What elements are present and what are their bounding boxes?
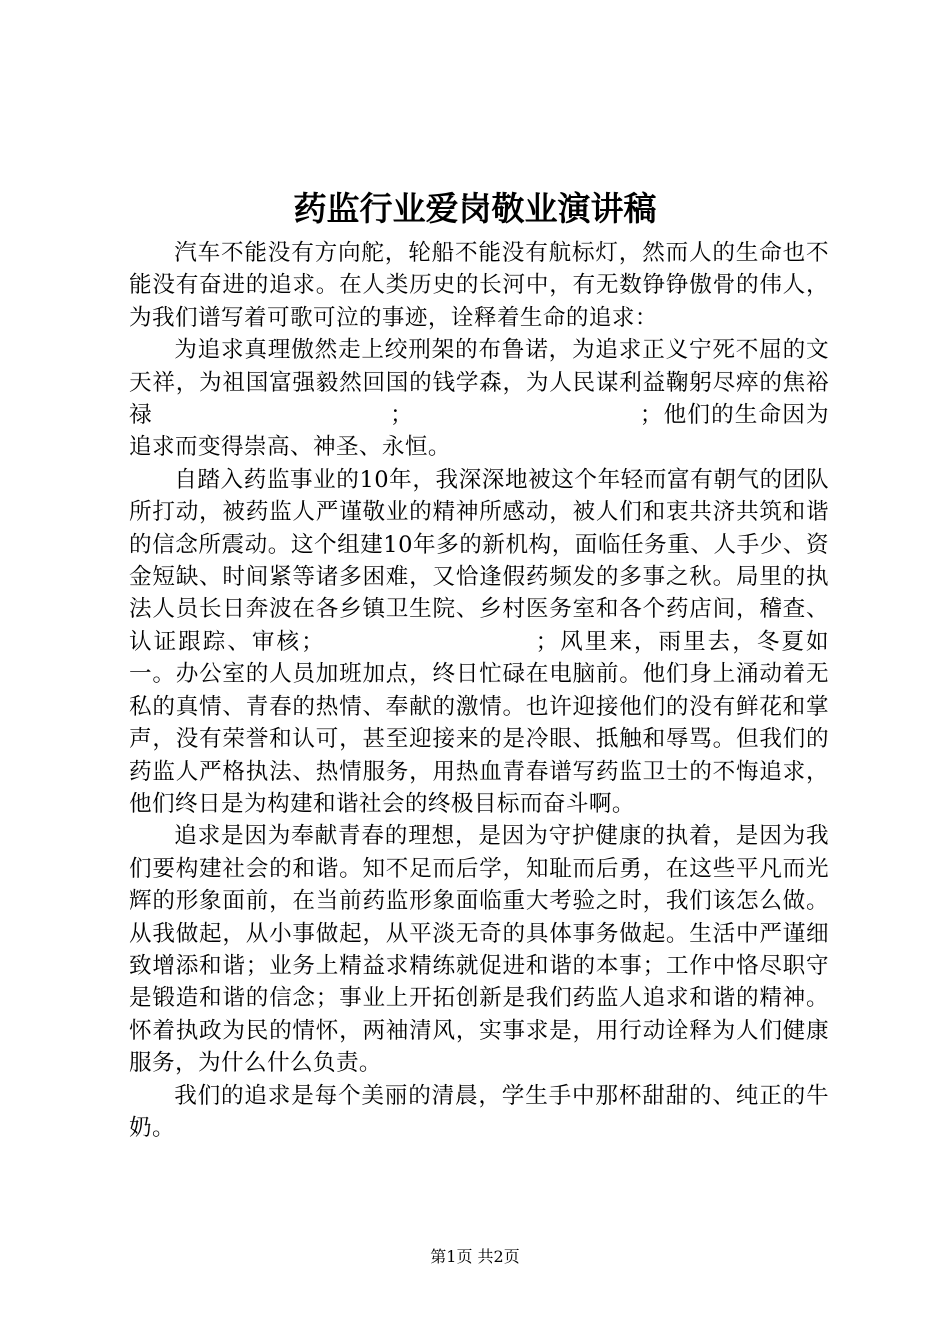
paragraph-2: 为追求真理傲然走上绞刑架的布鲁诺，为追求正义宁死不屈的文天祥，为祖国富强毅然回国的钱学森，为人民谋利益鞠躬尽瘁的焦裕禄 ； ；他们的生命因为追求而变得崇高、神圣、永恒。 bbox=[129, 337, 829, 461]
paragraph-5: 我们的追求是每个美丽的清晨，学生手中那杯甜甜的、纯正的牛奶。 bbox=[129, 1082, 829, 1141]
document-title: 药监行业爱岗敬业演讲稿 bbox=[293, 189, 657, 228]
page-footer: 第1页 共2页 bbox=[430, 1247, 520, 1266]
paragraph-4: 追求是因为奉献青春的理想，是因为守护健康的执着，是因为我们要构建社会的和谐。知不足而后学，知耻而后勇，在这些平凡而光辉的形象面前，在当前药监形象面临重大考验之时，我们该怎么做。从我做起，从小事做起，从平淡无奇的具体事务做起。生活中严谨细致增添和谐；业务上精益求精练就促进和谐的本事；工作中恪尽职守是锻造和谐的信念；事业上开拓创新是我们药监人追求和谐的精神。怀着执政为民的情怀，两袖清风，实事求是，用行动诠释为人们健康服务，为什么什么负责。 bbox=[129, 823, 829, 1077]
paragraph-3: 自踏入药监事业的10年，我深深地被这个年轻而富有朝气的团队所打动，被药监人严谨敬业的精神所感动，被人们和衷共济共筑和谐的信念所震动。这个组建10年多的新机构，面临任务重、人手少、资金短缺、时间紧等诸多困难，又恰逢假药频发的多事之秋。局里的执法人员长日奔波在各乡镇卫生院、乡村医务室和各个药店间，稽查、认证跟踪、审核； ；风里来，雨里去，冬夏如一。办公室的人员加班加点，终日忙碌在电脑前。他们身上涌动着无私的真情、青春的热情、奉献的激情。也许迎接他们的没有鲜花和掌声，没有荣誉和认可，甚至迎接来的是冷眼、抵触和辱骂。但我们的药监人严格执法、热情服务，用热血青春谱写药监卫士的不悔追求，他们终日是为构建和谐社会的终极目标而奋斗啊。 bbox=[129, 466, 829, 817]
paragraph-1: 汽车不能没有方向舵，轮船不能没有航标灯，然而人的生命也不能没有奋进的追求。在人类历史的长河中，有无数铮铮傲骨的伟人，为我们谱写着可歌可泣的事迹，诠释着生命的追求： bbox=[129, 240, 829, 331]
document-body bbox=[129, 237, 829, 1144]
